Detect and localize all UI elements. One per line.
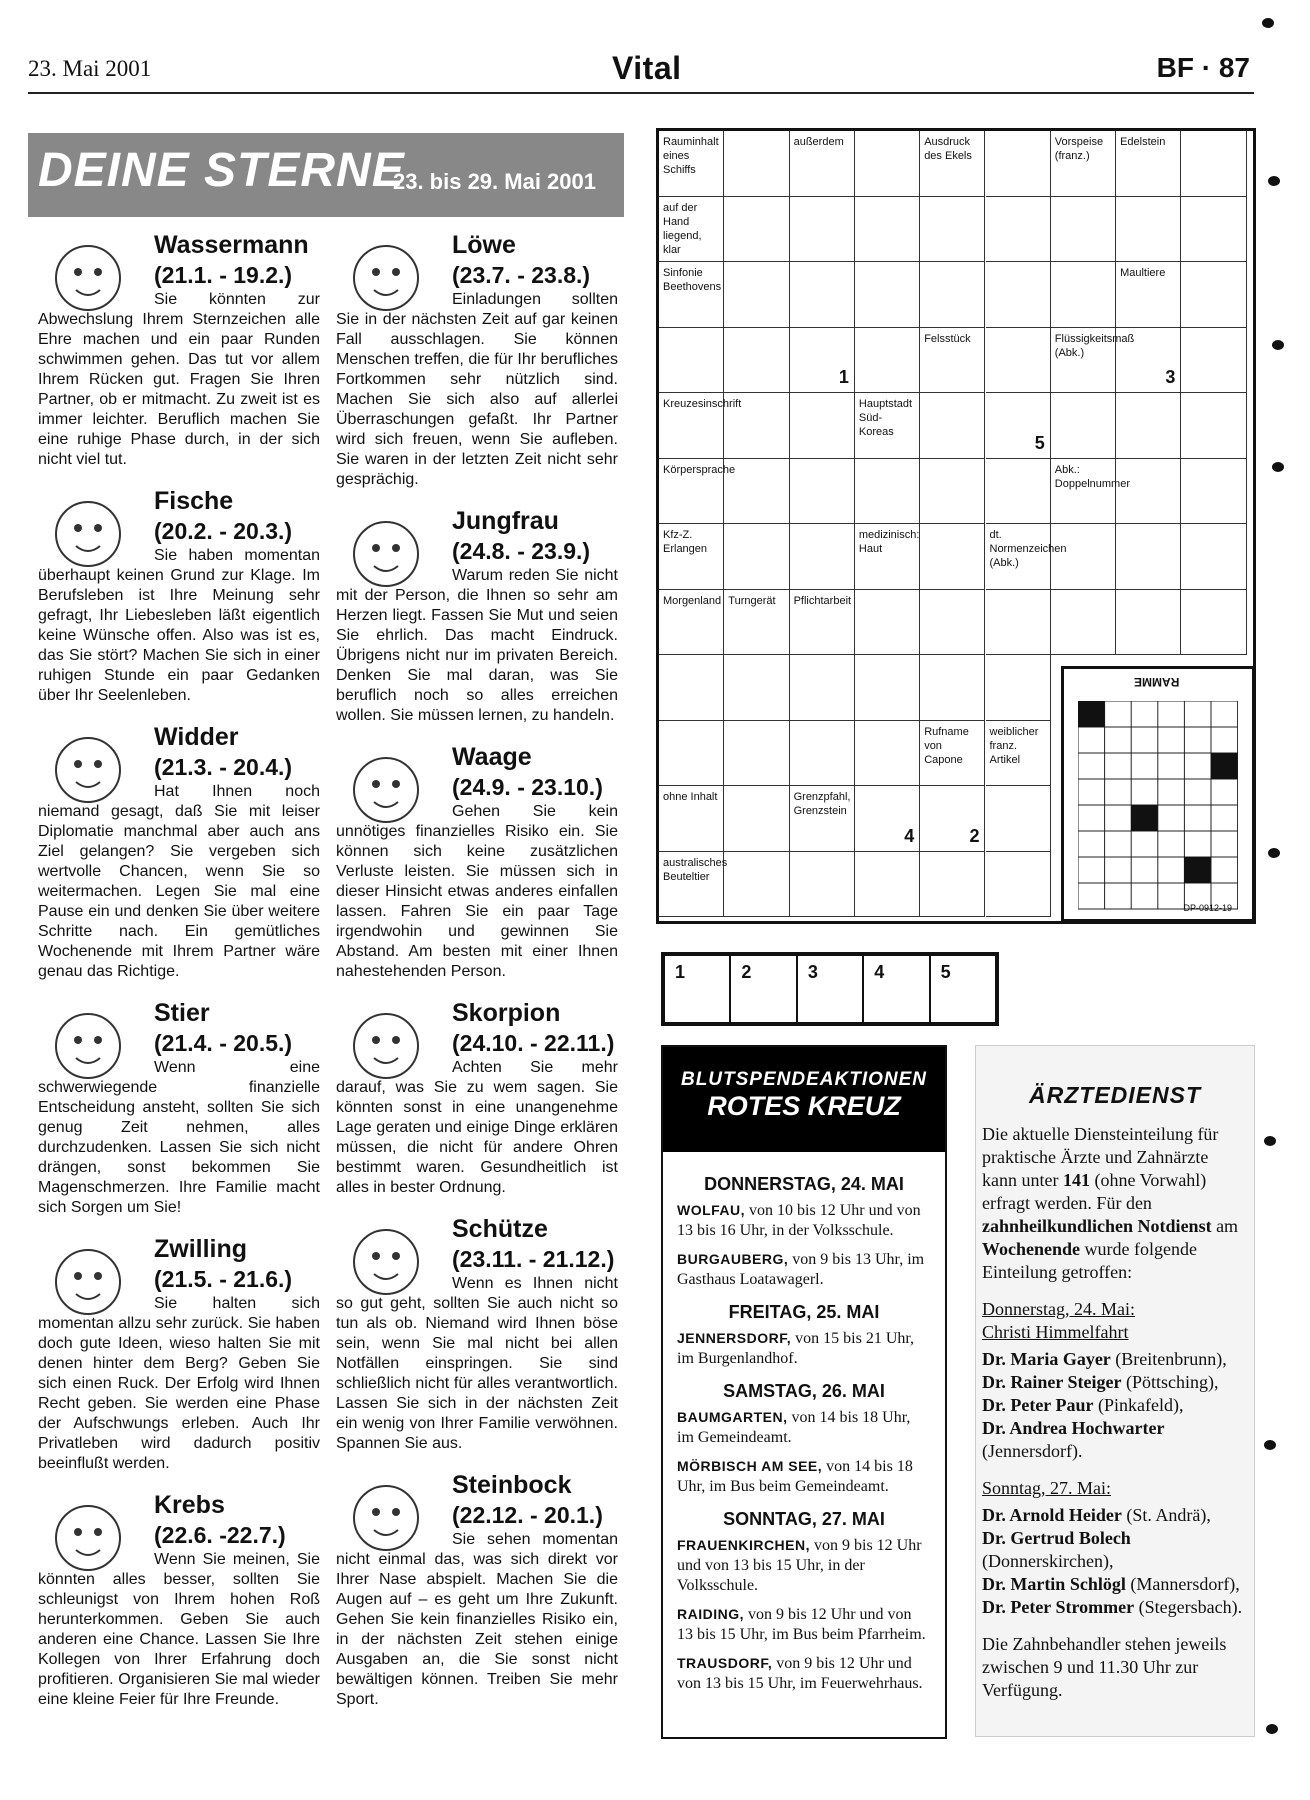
crossword-cell[interactable] bbox=[659, 655, 724, 721]
solution-box-number: 2 bbox=[741, 962, 752, 982]
crossword-cell[interactable] bbox=[920, 590, 985, 656]
scorpio-icon bbox=[344, 1004, 428, 1088]
donation-place: WOLFAU, bbox=[677, 1202, 746, 1218]
crossword-clue: Turngerät bbox=[728, 594, 776, 607]
donation-place: JENNERSDORF, bbox=[677, 1330, 792, 1346]
crossword-cell[interactable] bbox=[920, 655, 985, 721]
doctor-name: Dr. Rainer Steiger bbox=[982, 1372, 1122, 1392]
crossword-clue: Rauminhalt eines Schiffs bbox=[663, 136, 719, 176]
crossword-cell[interactable] bbox=[790, 262, 855, 328]
crossword-cell[interactable] bbox=[790, 655, 855, 721]
crossword-clue: medizinisch: Haut bbox=[858, 529, 920, 555]
margin-mark bbox=[1268, 176, 1280, 186]
crossword-cell[interactable] bbox=[920, 393, 985, 459]
crossword-clue: Edelstein bbox=[1120, 136, 1166, 148]
margin-mark bbox=[1272, 462, 1284, 472]
gemini-icon bbox=[46, 1240, 130, 1324]
horoscope-title: DEINE STERNE bbox=[38, 144, 405, 197]
horoscope-sign bbox=[336, 1470, 618, 1710]
crossword-cell[interactable] bbox=[986, 328, 1051, 394]
crossword-cell[interactable] bbox=[855, 328, 920, 394]
crossword-cell[interactable] bbox=[855, 131, 920, 197]
crossword-number: 5 bbox=[1034, 432, 1045, 453]
donation-details: von 14 bis 18 Uhr, im Bus beim Gemeindeamt. bbox=[677, 1458, 913, 1495]
crossword-cell[interactable] bbox=[920, 852, 985, 918]
doctor-location: (Breitenbrunn), bbox=[1115, 1349, 1227, 1369]
crossword-cell[interactable] bbox=[1116, 393, 1181, 459]
crossword-cell[interactable] bbox=[724, 655, 789, 721]
horoscope-sign bbox=[38, 230, 320, 470]
sign-name: Steinbock bbox=[452, 1471, 572, 1499]
crossword-clue: außerdem bbox=[793, 136, 844, 148]
crossword-cell[interactable] bbox=[1181, 393, 1246, 459]
crossword-clue: Ausdruck des Ekels bbox=[924, 136, 972, 162]
crossword-cell[interactable] bbox=[855, 655, 920, 721]
solution-boxes[interactable] bbox=[661, 952, 999, 1026]
crossword-cell[interactable] bbox=[986, 131, 1051, 197]
sign-text: Wenn eine schwerwiegende finanzielle Entscheidung ansteht, sollten Sie sich genug Zeit nehmen, alles durchzudenken. Lassen Sie sich nicht drängen, sonst bekommen Sie Magenschmerzen. Ihre Familie macht sich Sorgen um Sie! bbox=[38, 1059, 320, 1216]
sign-date-range: (20.2. - 20.3.) bbox=[154, 518, 293, 544]
donation-entry bbox=[677, 1653, 931, 1694]
doctor-name: Dr. Peter Strommer bbox=[982, 1597, 1135, 1617]
sign-text: Warum reden Sie nicht mit der Person, die Ihnen so sehr am Herzen liegt. Fassen Sie Mut und seien Sie ehrlich. Das macht Eindruck. Übrigens nicht nur im privaten Bereich. Denken Sie mal daran, was Sie beruflich noch so alles erreichen wollen. Sie müssen lernen, zu handeln. bbox=[336, 567, 618, 724]
dental-emergency-label: zahnheilkundlichen Notdienst bbox=[982, 1216, 1212, 1236]
horoscope-sign bbox=[38, 722, 320, 982]
phone-number: 141 bbox=[1062, 1170, 1090, 1190]
day2-block bbox=[982, 1477, 1244, 1500]
crossword-cell[interactable] bbox=[986, 262, 1051, 328]
rammes-minigrid bbox=[1078, 701, 1238, 911]
crossword-cell[interactable] bbox=[1116, 197, 1181, 263]
sign-date-range: (21.3. - 20.4.) bbox=[154, 754, 293, 780]
crossword-cell[interactable] bbox=[1116, 524, 1181, 590]
intro-text-1: Die aktuelle Diensteinteilung für praktische Ärzte und Zahnärzte kann unter bbox=[982, 1124, 1219, 1190]
sign-name: Widder bbox=[154, 723, 239, 751]
sign-text: Wenn es Ihnen nicht so gut geht, sollten Sie auch nicht so tun als ob. Niemand wird Ihnen böse sein, wenn Sie mal nicht bei allen Notfällen einspringen. Sie sind schließlich nicht für alles verantwortlich. Lassen Sie sich in der nächsten Zeit ein wenig von Ihrer Familie verwöhnen. Spannen Sie aus. bbox=[336, 1275, 618, 1452]
doctors-on-duty-body bbox=[976, 1123, 1254, 1702]
crossword-cell[interactable] bbox=[724, 721, 789, 787]
pisces-icon bbox=[46, 492, 130, 576]
crossword-cell[interactable] bbox=[855, 852, 920, 918]
horoscope-sign bbox=[38, 486, 320, 706]
crossword-number: 2 bbox=[969, 825, 980, 846]
sign-name: Krebs bbox=[154, 1491, 225, 1519]
crossword-cell[interactable] bbox=[986, 197, 1051, 263]
crossword-cell[interactable] bbox=[1181, 131, 1246, 197]
sign-name: Stier bbox=[154, 999, 210, 1027]
crossword-cell[interactable] bbox=[790, 524, 855, 590]
crossword-clue: Sinfonie Beethovens bbox=[663, 267, 722, 293]
crossword-cell[interactable] bbox=[659, 721, 724, 787]
donation-entry bbox=[677, 1249, 931, 1290]
crossword-cell[interactable] bbox=[790, 197, 855, 263]
crossword-number: 3 bbox=[1165, 367, 1176, 387]
sign-text: Achten Sie mehr darauf, was Sie zu wem sagen. Sie könnten sonst in eine unangenehme Lage geraten und einige Dinge erklären müssen, die nicht für andere Ohren bestimmt waren. Gesundheitlich ist alles in bester Ordnung. bbox=[336, 1059, 618, 1196]
libra-icon bbox=[344, 748, 428, 832]
crossword-cell[interactable] bbox=[1051, 590, 1116, 656]
doctor-location: (Stegersbach). bbox=[1138, 1597, 1243, 1617]
solution-box[interactable] bbox=[864, 956, 930, 1022]
doctor-entry bbox=[982, 1394, 1244, 1417]
section-title: Vital bbox=[612, 50, 682, 86]
crossword-cell[interactable] bbox=[920, 197, 985, 263]
donation-details: von 9 bis 13 Uhr, im Gasthaus Loatawagerl. bbox=[677, 1251, 925, 1288]
horoscope-sign bbox=[336, 742, 618, 982]
crossword-number: 1 bbox=[838, 367, 849, 387]
crossword-cell[interactable] bbox=[855, 459, 920, 525]
crossword-clue: Pflichtarbeit bbox=[793, 594, 852, 607]
crossword-cell[interactable] bbox=[855, 721, 920, 787]
capricorn-icon bbox=[344, 1476, 428, 1560]
crossword-cell[interactable] bbox=[1181, 524, 1246, 590]
doctor-name: Dr. Andrea Hochwarter bbox=[982, 1418, 1165, 1438]
doctors-on-duty-title: ÄRZTEDIENST bbox=[1029, 1082, 1201, 1108]
doctor-entry bbox=[982, 1417, 1244, 1463]
donation-entry bbox=[677, 1407, 931, 1448]
day1-block bbox=[982, 1298, 1244, 1344]
crossword-cell[interactable] bbox=[1181, 328, 1246, 394]
horoscope-sign bbox=[38, 998, 320, 1218]
crossword-clue: dt. Normenzeichen (Abk.) bbox=[989, 529, 1067, 569]
crossword-cell[interactable] bbox=[920, 524, 985, 590]
donation-place: MÖRBISCH AM SEE, bbox=[677, 1458, 823, 1474]
weekend-label: Wochenende bbox=[982, 1239, 1081, 1259]
sign-text: Hat Ihnen noch niemand gesagt, daß Sie mit leiser Diplomatie manchmal aber auch ans Ziel gelangen? Sie vergeben sich wertvolle Chancen, wenn Sie so weitermachen. Legen Sie mal eine Pause ein und denken Sie über weitere Schritte nach. Ein gemütliches Wochenende mit Ihrem Partner wäre genau das Richtige. bbox=[38, 783, 320, 980]
solution-box-number: 3 bbox=[807, 962, 818, 982]
sign-text: Sie könnten zur Abwechslung Ihrem Sternzeichen alle Ehre machen und ein paar Runden schwimmen gehen. Das tut vor allem Ihrem Rücken gut. Fragen Sie Ihren Partner, ob er mitmacht. Zu zweit ist es immer leichter. Beruflich machen Sie eine ruhige Phase durch, in der sich nicht viel tut. bbox=[38, 291, 320, 468]
doctor-entry bbox=[982, 1527, 1244, 1573]
margin-mark bbox=[1264, 1136, 1276, 1146]
margin-mark bbox=[1262, 18, 1274, 28]
doctor-location: (Pinkafeld), bbox=[1097, 1395, 1184, 1415]
crossword-cell[interactable] bbox=[1181, 590, 1246, 656]
horoscope-sign bbox=[38, 1490, 320, 1710]
crossword-cell[interactable] bbox=[986, 786, 1051, 852]
donation-details: von 15 bis 21 Uhr, im Burgenlandhof. bbox=[677, 1330, 915, 1367]
intro-text-2: (ohne Vorwahl) erfragt werden. Für den bbox=[982, 1170, 1207, 1213]
doctor-name: Dr. Martin Schlögl bbox=[982, 1574, 1126, 1594]
crossword-cell[interactable] bbox=[724, 262, 789, 328]
sign-date-range: (24.10. - 22.11.) bbox=[452, 1030, 615, 1056]
doctor-location: (Jennersdorf). bbox=[982, 1441, 1083, 1461]
day2-title: Sonntag, 27. Mai: bbox=[982, 1478, 1111, 1498]
doctor-name: Dr. Gertrud Bolech bbox=[982, 1528, 1131, 1548]
crossword-cell[interactable] bbox=[920, 459, 985, 525]
doctors-on-duty-box bbox=[975, 1045, 1255, 1737]
sign-date-range: (22.6. -22.7.) bbox=[154, 1522, 286, 1548]
crossword-cell[interactable] bbox=[855, 590, 920, 656]
rammes-minigrid-box bbox=[1061, 666, 1255, 922]
crossword-cell[interactable] bbox=[1116, 459, 1181, 525]
solution-box[interactable] bbox=[665, 956, 731, 1022]
doctor-entry bbox=[982, 1371, 1244, 1394]
crossword-number: 4 bbox=[904, 825, 915, 846]
donation-place: FRAUENKIRCHEN, bbox=[677, 1537, 810, 1553]
crossword-cell[interactable] bbox=[659, 328, 724, 394]
margin-mark bbox=[1266, 1724, 1278, 1734]
doctor-entry bbox=[982, 1573, 1244, 1596]
blood-donation-list bbox=[663, 1152, 945, 1712]
intro-text-4: wurde folgende Einteilung getroffen: bbox=[982, 1239, 1197, 1282]
header-rule bbox=[28, 92, 1254, 94]
crossword-cell[interactable] bbox=[724, 524, 789, 590]
crossword-clue: Hauptstadt Süd-Koreas bbox=[858, 398, 913, 438]
sagittarius-icon bbox=[344, 1220, 428, 1304]
donation-details: von 10 bis 12 Uhr und von 13 bis 16 Uhr, in der Volksschule. bbox=[677, 1202, 921, 1239]
donation-place: BURGAUBERG, bbox=[677, 1251, 789, 1267]
sign-name: Schütze bbox=[452, 1215, 548, 1243]
sign-text: Sie sehen momentan nicht einmal das, was sich direkt vor Ihrer Nase abspielt. Machen Sie die Augen auf – es geht um Ihre Zukunft. Gehen Sie kein finanzielles Risiko ein, in der nächsten Zeit stehen einige Ausgaben an, die Sie sonst nicht bewältigen können. Treiben Sie mehr Sport. bbox=[336, 1531, 618, 1708]
crossword-cell[interactable] bbox=[1051, 524, 1116, 590]
horoscope-sign bbox=[336, 506, 618, 726]
sign-date-range: (23.7. - 23.8.) bbox=[452, 262, 591, 288]
sign-name: Skorpion bbox=[452, 999, 561, 1027]
crossword-cell[interactable] bbox=[724, 197, 789, 263]
sign-date-range: (21.5. - 21.6.) bbox=[154, 1266, 293, 1292]
sign-date-range: (21.1. - 19.2.) bbox=[154, 262, 293, 288]
sign-name: Fische bbox=[154, 487, 234, 515]
doctor-location: (Donnerskirchen), bbox=[982, 1551, 1114, 1571]
crossword-clue: Vorspeise (franz.) bbox=[1054, 136, 1104, 162]
sign-date-range: (24.8. - 23.9.) bbox=[452, 538, 591, 564]
margin-mark bbox=[1268, 848, 1280, 858]
sign-date-range: (23.11. - 21.12.) bbox=[452, 1246, 615, 1272]
crossword-clue: Grenzpfahl, Grenzstein bbox=[793, 791, 851, 817]
crossword-cell[interactable] bbox=[1181, 459, 1246, 525]
donation-entry bbox=[677, 1456, 931, 1497]
sign-name: Wassermann bbox=[154, 231, 309, 259]
crossword-cell[interactable] bbox=[855, 197, 920, 263]
donation-place: BAUMGARTEN, bbox=[677, 1409, 788, 1425]
crossword-clue: weiblicher franz. Artikel bbox=[989, 725, 1039, 766]
solution-box-number: 1 bbox=[675, 962, 686, 982]
cancer-icon bbox=[46, 1496, 130, 1580]
aquarius-icon bbox=[46, 236, 130, 320]
day2-doctors bbox=[982, 1504, 1244, 1619]
aries-icon bbox=[46, 728, 130, 812]
crossword-cell[interactable] bbox=[724, 328, 789, 394]
sign-name: Jungfrau bbox=[452, 507, 559, 535]
sign-text: Sie haben momentan überhaupt keinen Grund zur Klage. Im Berufsleben ist Ihre Meinung sehr gefragt, Ihr Liebesleben läßt eigentlich keine Wünsche offen. Also was ist es, das Sie stört? Machen Sie sich in einer ruhigen Stunde ein paar Gedanken über Ihr Seelenleben. bbox=[38, 547, 320, 704]
doctor-name: Dr. Arnold Heider bbox=[982, 1505, 1122, 1525]
crossword-cell[interactable] bbox=[790, 721, 855, 787]
horoscope-sign bbox=[336, 998, 618, 1198]
red-cross-title: ROTES KREUZ bbox=[707, 1091, 901, 1121]
day1-doctors bbox=[982, 1348, 1244, 1463]
margin-mark bbox=[1272, 340, 1284, 350]
crossword-cell[interactable] bbox=[855, 262, 920, 328]
horoscope-sign bbox=[38, 1234, 320, 1474]
sign-date-range: (22.12. - 20.1.) bbox=[452, 1502, 603, 1528]
donation-details: von 9 bis 12 Uhr und von 13 bis 15 Uhr, im Feuerwehrhaus. bbox=[677, 1655, 923, 1692]
crossword-cell[interactable] bbox=[790, 393, 855, 459]
doctor-entry bbox=[982, 1596, 1244, 1619]
doctors-outro: Die Zahnbehandler stehen jeweils zwischen 9 und 11.30 Uhr zur Verfügung. bbox=[982, 1634, 1227, 1700]
sign-date-range: (24.9. - 23.10.) bbox=[452, 774, 603, 800]
crossword-clue: Körpersprache bbox=[663, 463, 736, 476]
doctor-name: Dr. Maria Gayer bbox=[982, 1349, 1111, 1369]
crossword-cell[interactable] bbox=[1051, 262, 1116, 328]
crossword-cell[interactable] bbox=[1051, 197, 1116, 263]
doctors-intro bbox=[982, 1123, 1244, 1284]
horoscope-dates: 23. bis 29. Mai 2001 bbox=[392, 169, 596, 194]
horoscope-column-right bbox=[336, 230, 618, 1726]
solution-box[interactable] bbox=[798, 956, 864, 1022]
virgo-icon bbox=[344, 512, 428, 596]
crossword-cell[interactable] bbox=[920, 262, 985, 328]
doctor-location: (Mannersdorf), bbox=[1130, 1574, 1240, 1594]
horoscope-header bbox=[28, 133, 624, 217]
donation-place: TRAUSDORF, bbox=[677, 1655, 773, 1671]
crossword-cell[interactable] bbox=[790, 459, 855, 525]
margin-mark bbox=[1264, 1440, 1276, 1450]
crossword-cell[interactable] bbox=[724, 131, 789, 197]
donation-entry bbox=[677, 1535, 931, 1596]
issue-date: 23. Mai 2001 bbox=[28, 56, 152, 81]
donation-entry bbox=[677, 1200, 931, 1241]
horoscope-sign bbox=[336, 1214, 618, 1454]
rammes-label: RAMME bbox=[1134, 675, 1180, 689]
blood-donation-header bbox=[663, 1047, 945, 1152]
doctor-location: (Pöttsching), bbox=[1125, 1372, 1219, 1392]
crossword-clue: Rufname von Capone bbox=[924, 725, 969, 766]
doctor-entry bbox=[982, 1504, 1244, 1527]
sign-text: Wenn Sie meinen, Sie könnten alles besser, sollten Sie schleunigst von Ihrem hohen Roß herunterkommen. Geben Sie auch anderen eine Chance. Lassen Sie Ihre Kollegen von Ihrer Erfahrung doch profitieren. Organisieren Sie mal wieder eine kleine Feier für Ihre Freunde. bbox=[38, 1551, 320, 1708]
page-number: BF · 87 bbox=[1156, 52, 1250, 83]
sign-date-range: (21.4. - 20.5.) bbox=[154, 1030, 293, 1056]
donation-place: RAIDING, bbox=[677, 1606, 744, 1622]
sign-name: Waage bbox=[452, 743, 532, 771]
donation-day: FREITAG, 25. MAI bbox=[728, 1302, 880, 1322]
doctor-location: (St. Andrä), bbox=[1126, 1505, 1211, 1525]
crossword-clue: Flüssigkeitsmaß (Abk.) bbox=[1054, 332, 1135, 359]
donation-details: von 14 bis 18 Uhr, im Gemeindeamt. bbox=[677, 1409, 911, 1446]
horoscope-column-left bbox=[38, 230, 320, 1726]
blood-donation-title: BLUTSPENDEAKTIONEN bbox=[680, 1069, 927, 1090]
crossword-clue: Kreuzesinschrift bbox=[663, 398, 742, 410]
crossword-clue: Abk.: Doppelnummer bbox=[1054, 463, 1130, 490]
blood-donation-box bbox=[661, 1045, 947, 1739]
solution-box[interactable] bbox=[931, 956, 995, 1022]
crossword-clue: Felsstück bbox=[924, 332, 971, 345]
doctor-name: Dr. Peter Paur bbox=[982, 1395, 1094, 1415]
crossword-cell[interactable] bbox=[1051, 393, 1116, 459]
crossword-grid bbox=[656, 128, 1256, 924]
donation-details: von 9 bis 12 Uhr und von 13 bis 15 Uhr, in der Volksschule. bbox=[677, 1537, 922, 1594]
crossword-cell[interactable] bbox=[1181, 197, 1246, 263]
intro-text-3: am bbox=[1216, 1216, 1239, 1236]
crossword-clue: Morgenland bbox=[663, 594, 722, 607]
crossword-cell[interactable] bbox=[724, 786, 789, 852]
crossword-cell[interactable] bbox=[1116, 590, 1181, 656]
sign-text: Sie halten sich momentan allzu sehr zurück. Sie haben doch gute Ideen, wieso halten Sie mit denen hinter dem Berg? Geben Sie sich einen Ruck. Der Erfolg wird Ihnen Recht geben. Sie werden eine Phase der Aufschwungs erleben. Auch Ihr Privatleben wird dadurch positiv beeinflußt werden. bbox=[38, 1295, 320, 1472]
crossword-cell[interactable] bbox=[1181, 262, 1246, 328]
donation-day: SAMSTAG, 26. MAI bbox=[723, 1381, 885, 1401]
donation-entry bbox=[677, 1604, 931, 1645]
crossword-clue: auf der Hand liegend, klar bbox=[663, 201, 702, 256]
crossword-cell[interactable] bbox=[986, 590, 1051, 656]
solution-box-number: 4 bbox=[874, 962, 885, 982]
crossword-clue: Maultiere bbox=[1120, 267, 1166, 279]
crossword-cell[interactable] bbox=[790, 852, 855, 918]
donation-day: DONNERSTAG, 24. MAI bbox=[704, 1174, 904, 1194]
crossword-cell[interactable] bbox=[724, 852, 789, 918]
doctor-entry bbox=[982, 1348, 1244, 1371]
solution-box[interactable] bbox=[731, 956, 797, 1022]
sign-text: Einladungen sollten Sie in der nächsten Zeit auf gar keinen Fall ausschlagen. Sie können Menschen treffen, die für Ihr berufliches Fortkommen sehr nützlich sind. Machen Sie sich also auf allerlei Überraschungen gefaßt. Ihr Partner wird sich freuen, wenn Sie aufleben. Sie waren in der letzten Zeit nicht sehr gesprächig. bbox=[336, 291, 618, 488]
solution-box-number: 5 bbox=[940, 962, 951, 982]
day1-subtitle: Christi Himmelfahrt bbox=[982, 1322, 1129, 1342]
crossword-clue: Kfz-Z. Erlangen bbox=[663, 529, 708, 555]
crossword-cell[interactable] bbox=[986, 852, 1051, 918]
donation-day: SONNTAG, 27. MAI bbox=[723, 1509, 885, 1529]
sign-name: Löwe bbox=[452, 231, 516, 259]
sign-text: Gehen Sie kein unnötiges finanzielles Risiko ein. Sie können sich keine zusätzlichen Verluste leisten. Sie müssen sich in dieser Hinsicht etwas anderes einfallen lassen. Fahren Sie ein paar Tage irgendwohin und gewinnen Sie Abstand. Am besten mit einer Ihnen nahestehenden Person. bbox=[336, 803, 618, 980]
crossword-clue: ohne Inhalt bbox=[663, 791, 718, 803]
horoscope-sign bbox=[336, 230, 618, 490]
sign-name: Zwilling bbox=[154, 1235, 248, 1263]
crossword-clue: australisches Beuteltier bbox=[663, 856, 728, 883]
taurus-icon bbox=[46, 1004, 130, 1088]
crossword-code: DP-0912-19 bbox=[1183, 903, 1232, 913]
crossword-cell[interactable] bbox=[986, 459, 1051, 525]
donation-entry bbox=[677, 1328, 931, 1369]
day1-title: Donnerstag, 24. Mai: bbox=[982, 1299, 1135, 1319]
donation-details: von 9 bis 12 Uhr und von 13 bis 15 Uhr, im Bus beim Pfarrheim. bbox=[677, 1606, 926, 1643]
crossword-cell[interactable] bbox=[986, 655, 1051, 721]
leo-icon bbox=[344, 236, 428, 320]
